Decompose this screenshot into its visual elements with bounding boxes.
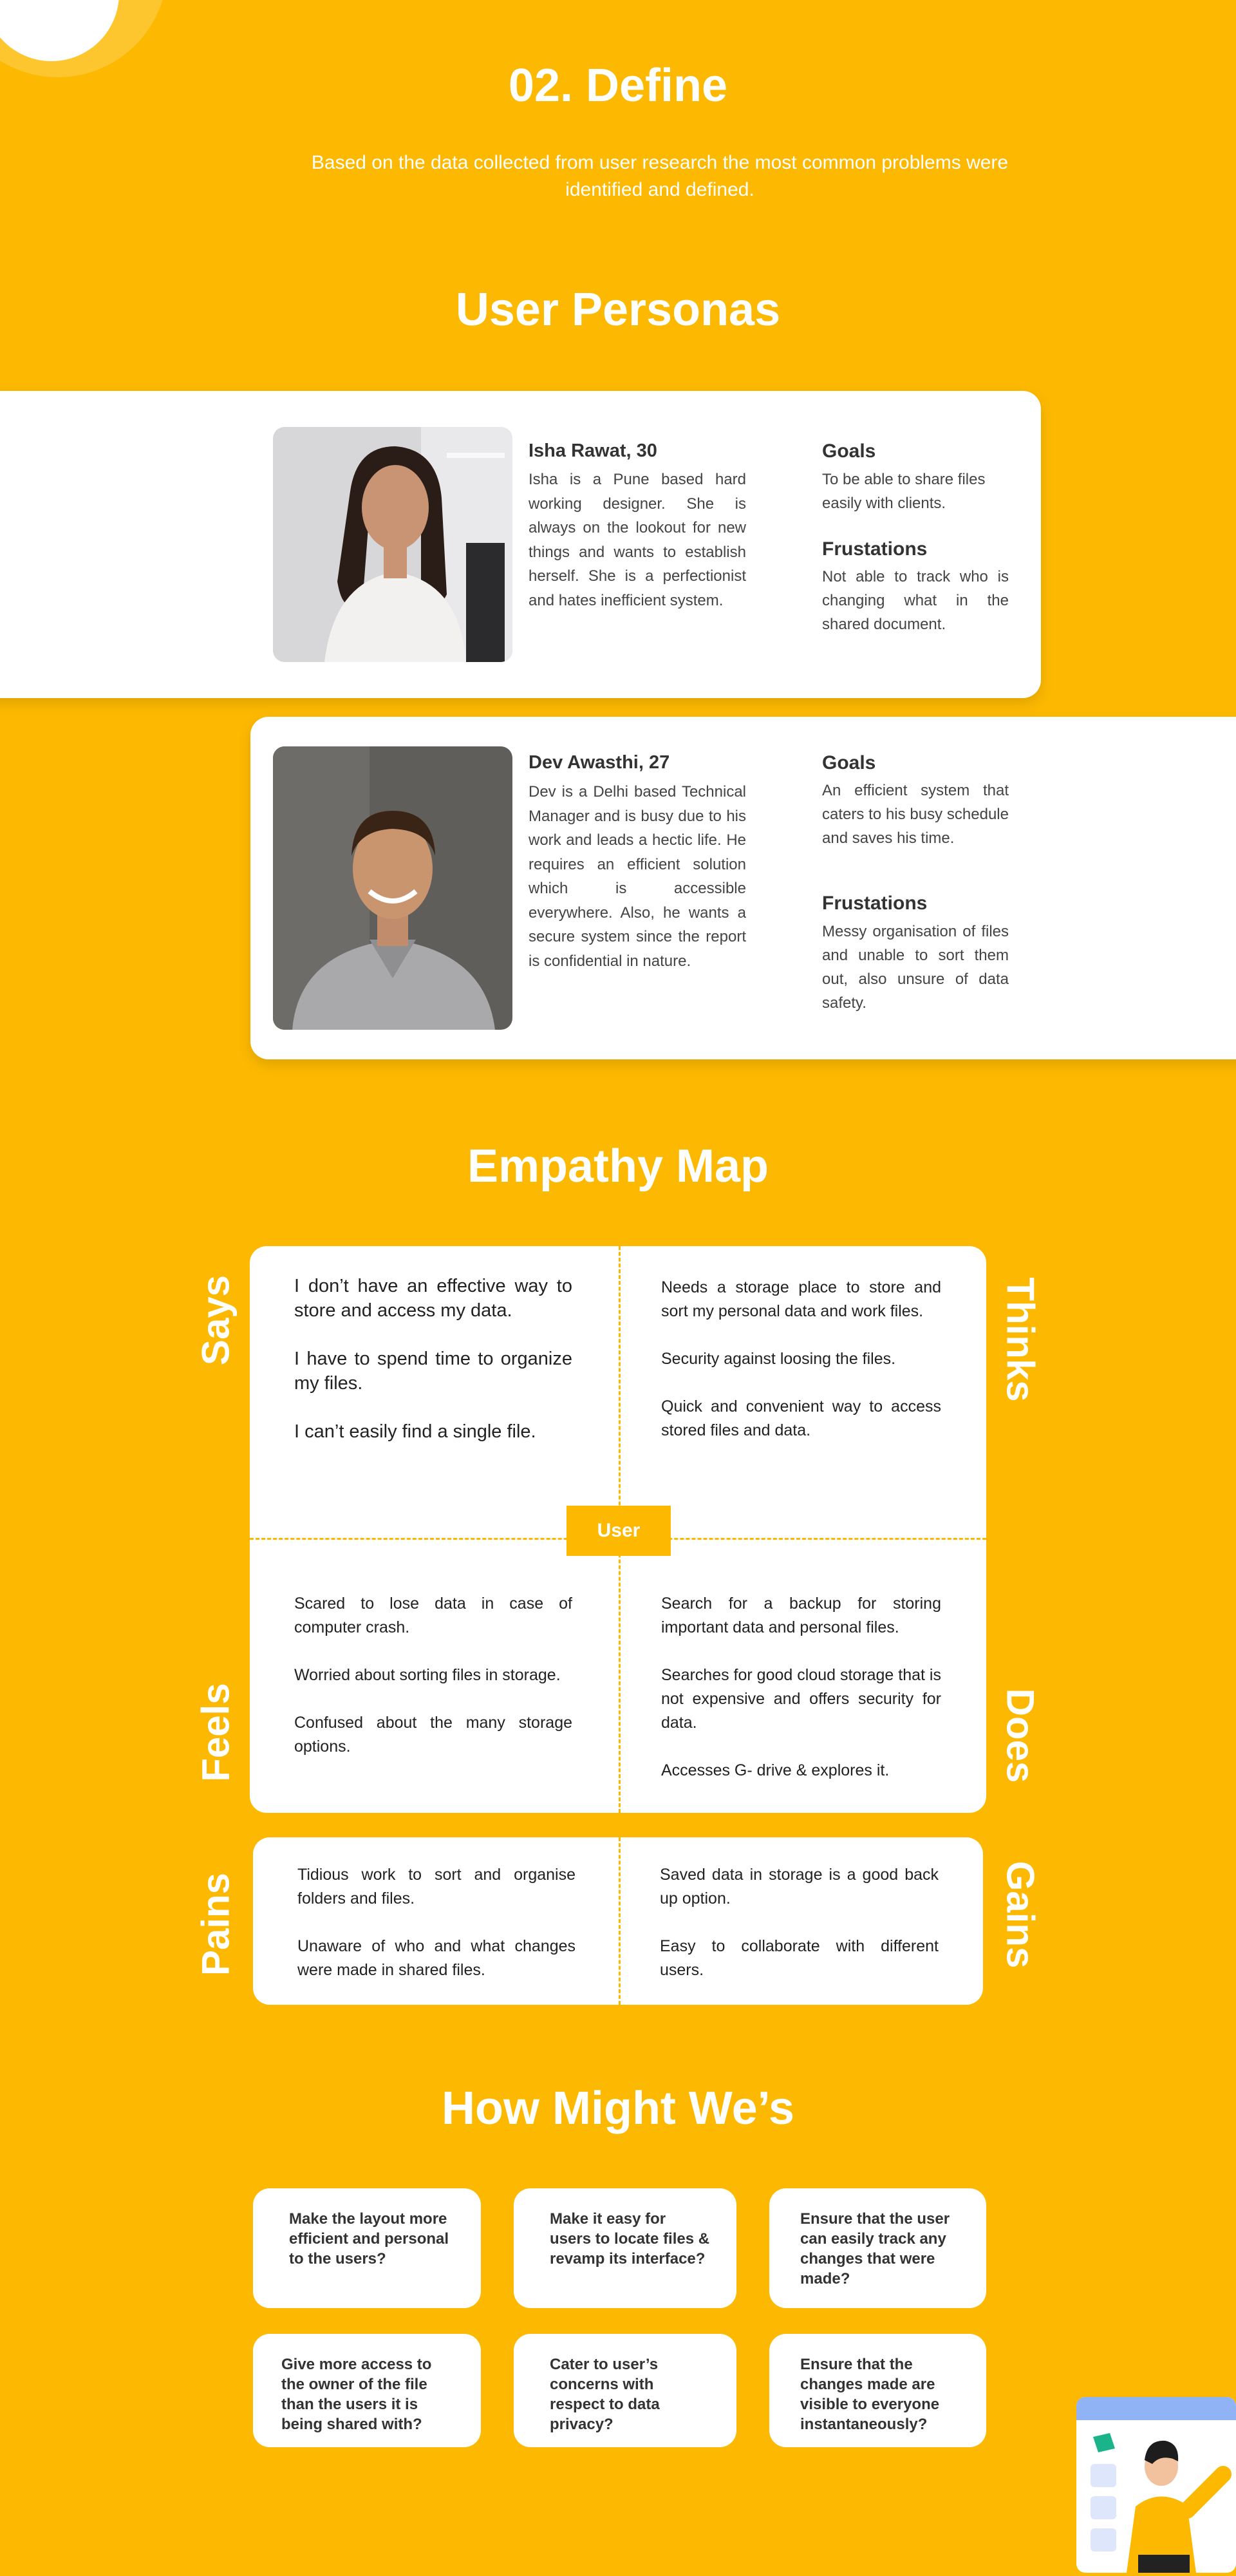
persona-goals: To be able to share files easily with clients. (822, 471, 986, 512)
persona-photo-isha (273, 427, 512, 662)
hmw-card (769, 2334, 986, 2447)
feels-item: Confused about the many storage options. (294, 1714, 572, 1756)
says-quadrant (294, 1274, 572, 1444)
thinks-item: Security against loosing the files. (661, 1350, 896, 1368)
gains-item: Saved data in storage is a good back up option. (660, 1866, 939, 1908)
hmw-card-text: Cater to user’s concerns with respect to data privacy? (550, 2356, 660, 2433)
hmw-card (253, 2188, 481, 2308)
label-thinks: Thinks (998, 1277, 1042, 1402)
does-quadrant (661, 1592, 941, 1783)
persona-goals-heading: Goals (822, 440, 876, 462)
label-gains: Gains (998, 1861, 1042, 1969)
persona-bio: Isha is a Pune based hard working designer. She is always on the lookout for new things and wants to establish herself. She is a perfectionist and hates inefficient system. (529, 471, 746, 609)
gains-item: Easy to collaborate with different users. (660, 1937, 939, 1979)
persona-goals: An efficient system that caters to his busy schedule and saves his time. (822, 782, 1009, 847)
hmw-card-text: Ensure that the user can easily track any changes that were made? (800, 2210, 950, 2287)
label-says: Says (194, 1274, 238, 1366)
persona-frustrations-heading: Frustations (822, 893, 928, 914)
does-item: Searches for good cloud storage that is not expensive and offers security for data. (661, 1666, 941, 1732)
persona-name: Dev Awasthi, 27 (529, 752, 670, 773)
does-item: Search for a backup for storing important data and personal files. (661, 1595, 941, 1636)
persona-frustrations-heading: Frustations (822, 538, 928, 560)
hmw-card-text: Make it easy for users to locate files & revamp its interface? (550, 2210, 710, 2268)
hmw-card-text: Ensure that the changes made are visible to everyone instantaneously? (800, 2356, 940, 2433)
thinks-item: Needs a storage place to store and sort my personal data and work files. (661, 1278, 941, 1320)
persona-photo-dev (273, 746, 512, 1030)
label-does: Does (998, 1688, 1042, 1783)
persona-frustrations: Messy organisation of files and unable to sort them out, also unsure of data safety. (822, 923, 1009, 1012)
thinks-item: Quick and convenient way to access stored files and data. (661, 1397, 941, 1439)
user-badge: User (566, 1506, 671, 1556)
label-pains: Pains (194, 1872, 238, 1976)
persona-goals-heading: Goals (822, 752, 876, 773)
hmw-card (514, 2334, 736, 2447)
feels-item: Scared to lose data in case of computer crash. (294, 1595, 572, 1636)
thinks-quadrant (661, 1276, 941, 1443)
empathy-map-title: Empathy Map (467, 1141, 769, 1192)
hmw-card-text: Give more access to the owner of the file than the users it is being shared with? (281, 2356, 432, 2433)
hmw-card (253, 2334, 481, 2447)
persona-name: Isha Rawat, 30 (529, 440, 657, 461)
hmw-card (769, 2188, 986, 2308)
persona-frustrations: Not able to track who is changing what in the shared document. (822, 568, 1009, 633)
hmw-card (514, 2188, 736, 2308)
hmw-card-text: Make the layout more efficient and personal to the users? (289, 2210, 449, 2268)
pains-gains-divider (619, 1837, 621, 2005)
says-item: I don’t have an effective way to store and access my data. (294, 1276, 572, 1321)
pains-item: Unaware of who and what changes were made in shared files. (297, 1937, 576, 1979)
label-feels: Feels (194, 1683, 238, 1782)
define-title: 02. Define (508, 60, 728, 111)
pains-quadrant (297, 1863, 576, 1982)
feels-item: Worried about sorting files in storage. (294, 1666, 561, 1684)
personas-title: User Personas (455, 284, 781, 336)
hmw-title: How Might We’s (442, 2083, 794, 2134)
person-with-board-illustration (1076, 2397, 1236, 2573)
says-item: I have to spend time to organize my files. (294, 1349, 572, 1394)
gains-quadrant (660, 1863, 939, 1982)
feels-quadrant (294, 1592, 572, 1759)
persona-bio: Dev is a Delhi based Technical Manager and is busy due to his work and leads a hectic life. He requires an efficient solution which is accessible everywhere. Also, he wants a secure system since the report is confidential in nature. (529, 783, 746, 970)
pains-item: Tidious work to sort and organise folders and files. (297, 1866, 576, 1908)
does-item: Accesses G- drive & explores it. (661, 1761, 890, 1779)
define-subtitle: Based on the data collected from user research the most common problems were identified and defined. (311, 152, 1009, 200)
says-item: I can’t easily find a single file. (294, 1421, 536, 1442)
